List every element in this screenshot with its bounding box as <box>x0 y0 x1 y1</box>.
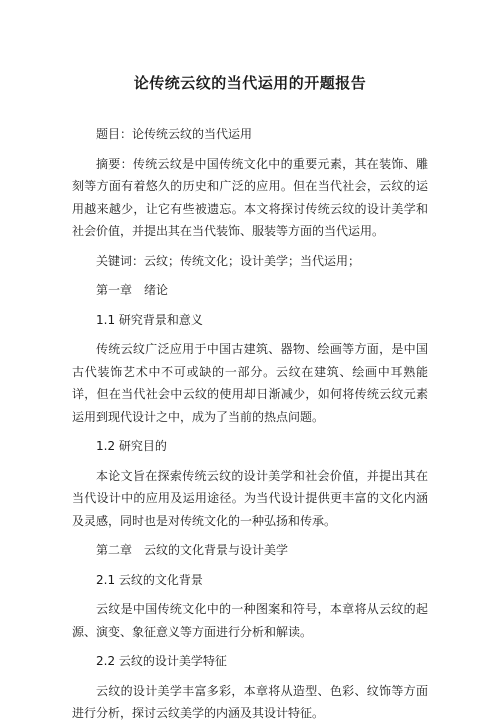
section-1-1-heading: 1.1 研究背景和意义 <box>96 312 203 327</box>
chapter-1-heading: 第一章 绪论 <box>96 283 169 297</box>
section-1-1-paragraph: 传统云纹广泛应用于中国古建筑、器物、绘画等方面，是中国古代装饰艺术中不可或缺的一部分。云纹在建筑、绘画中耳熟能详，但在当代社会中云纹的使用却日渐减少，如何将传统云纹元素运用到现代设计之中，成为了当前的热点问题。 <box>72 342 428 424</box>
section-2-2-paragraph: 云纹的设计美学丰富多彩，本章将从造型、色彩、纹饰等方面进行分析，探讨云纹美学的内涵及其设计特征。 <box>72 683 428 720</box>
abstract-paragraph: 摘要：传统云纹是中国传统文化中的重要元素，其在装饰、雕刻等方面有着悠久的历史和广泛的应用。但在当代社会，云纹的运用越来越少，让它有些被遗忘。本文将探讨传统云纹的设计美学和社会价值，并提出其在当代装饰、服装等方面的当代运用。 <box>72 156 428 238</box>
document-title: 论传统云纹的当代运用的开题报告 <box>133 74 367 92</box>
section-2-2-heading: 2.2 云纹的设计美学特征 <box>96 654 227 668</box>
section-2-1-paragraph: 云纹是中国传统文化中的一种图案和符号，本章将从云纹的起源、演变、象征意义等方面进行分析和解读。 <box>72 602 428 639</box>
section-1-2-heading: 1.2 研究目的 <box>96 439 167 453</box>
topic-line: 题目：论传统云纹的当代运用 <box>96 127 253 141</box>
section-1-2-paragraph: 本论文旨在探索传统云纹的设计美学和社会价值，并提出其在当代设计中的应用及运用途径。为当代设计提供更丰富的文化内涵及灵感，同时也是对传统文化的一种弘扬和传承。 <box>72 468 428 528</box>
keywords-line: 关键词：云纹；传统文化；设计美学；当代运用； <box>96 253 361 268</box>
section-2-1-heading: 2.1 云纹的文化背景 <box>96 572 203 587</box>
chapter-2-heading: 第二章 云纹的文化背景与设计美学 <box>96 543 289 557</box>
